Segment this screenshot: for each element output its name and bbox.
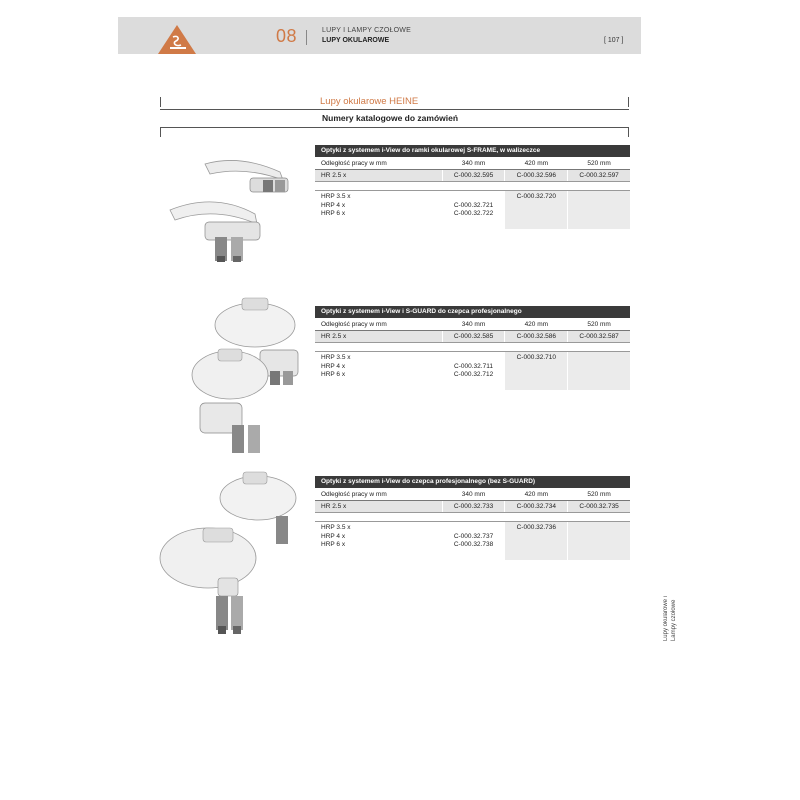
hrp-340 <box>443 191 505 229</box>
hrp-label: HRP 6 x <box>321 371 346 378</box>
distance-420: 420 mm <box>524 491 549 498</box>
hr-340: C-000.32.585 <box>443 331 505 342</box>
hr-420: C-000.32.586 <box>505 331 567 342</box>
hrp-420-value: C-000.32.720 <box>516 193 556 200</box>
hr-label: HR 2.5 x <box>315 331 442 342</box>
distance-label: Odległość pracy w mm <box>321 491 387 498</box>
distance-340: 340 mm <box>461 160 486 167</box>
hrp-labels <box>315 191 442 229</box>
hr-520: C-000.32.597 <box>568 170 630 181</box>
hrp-label: HRP 3.5 x <box>321 354 351 361</box>
chapter-number: 08 <box>276 26 298 46</box>
hrp-520 <box>568 522 630 560</box>
table-title: Optyki z systemem i-View do ramki okularowej S-FRAME, w walizeczce <box>315 145 630 157</box>
table-title: Optyki z systemem i-View do czepca profesjonalnego (bez S-GUARD) <box>315 476 630 488</box>
chapter-divider <box>306 30 307 45</box>
hrp-340-value: C-000.32.738 <box>453 541 494 548</box>
hrp-420 <box>505 522 567 560</box>
side-label-line: Lampy czołowe <box>671 599 677 642</box>
hrp-label: HRP 4 x <box>321 362 346 370</box>
hrp-340-value <box>443 193 505 202</box>
hrp-labels <box>315 522 442 560</box>
section-rule-top <box>160 109 629 110</box>
table-distance-row <box>315 318 630 331</box>
side-section-label <box>662 596 678 641</box>
hrp-labels <box>315 352 442 390</box>
hrp-520 <box>568 352 630 390</box>
hr-520: C-000.32.587 <box>568 331 630 342</box>
hrp-420-value: C-000.32.710 <box>516 354 556 361</box>
section-tick-left <box>160 97 161 107</box>
hrp-340-value: C-000.32.722 <box>453 210 494 217</box>
hrp-label: HRP 3.5 x <box>321 193 351 200</box>
hrp-420 <box>505 352 567 390</box>
table-row-hrp <box>315 351 630 390</box>
section-tick-right-2 <box>628 127 629 137</box>
table-row-hrp <box>315 190 630 229</box>
hr-label: HR 2.5 x <box>315 170 442 181</box>
hrp-label: HRP 6 x <box>321 541 346 548</box>
side-label-line: Lupy okularowe i <box>663 596 669 642</box>
hr-340: C-000.32.595 <box>443 170 505 181</box>
order-table-sguard <box>315 306 630 390</box>
hrp-label: HRP 4 x <box>321 532 346 540</box>
hrp-label: HRP 4 x <box>321 201 346 209</box>
hrp-340-value <box>443 524 505 533</box>
distance-420: 420 mm <box>524 160 549 167</box>
table-row-hrp <box>315 521 630 560</box>
hrp-340 <box>443 522 505 560</box>
loupe-headband-image <box>158 468 300 648</box>
hr-520: C-000.32.735 <box>568 501 630 512</box>
hrp-420-value: C-000.32.736 <box>516 524 556 531</box>
hr-340: C-000.32.733 <box>443 501 505 512</box>
distance-520: 520 mm <box>587 160 611 167</box>
distance-340: 340 mm <box>461 321 486 328</box>
hrp-label: HRP 3.5 x <box>321 524 351 531</box>
page-number: [ 107 ] <box>604 37 624 44</box>
section-rule-bottom <box>160 127 629 128</box>
table-distance-row <box>315 488 630 501</box>
hrp-420 <box>505 191 567 229</box>
hrp-340-value <box>443 354 505 363</box>
distance-420: 420 mm <box>524 321 549 328</box>
hr-420: C-000.32.734 <box>505 501 567 512</box>
order-table-no-sguard <box>315 476 630 560</box>
distance-520: 520 mm <box>587 491 611 498</box>
distance-label: Odległość pracy w mm <box>321 321 387 328</box>
section-tick-left-2 <box>160 127 161 137</box>
distance-520: 520 mm <box>587 321 611 328</box>
loupe-headband-sguard-image <box>190 295 300 465</box>
table-row-hr <box>315 170 630 182</box>
table-row-hr <box>315 331 630 343</box>
hrp-340-value: C-000.32.737 <box>453 532 494 540</box>
hrp-520 <box>568 191 630 229</box>
header-band <box>118 17 641 54</box>
section-title: Lupy okularowe HEINE <box>320 96 419 107</box>
table-title: Optyki z systemem i-View i S-GUARD do czepca profesjonalnego <box>315 306 630 318</box>
chapter-subtitle: LUPY OKULAROWE <box>322 37 390 44</box>
section-subtitle: Numery katalogowe do zamówień <box>322 113 459 123</box>
hrp-340-value: C-000.32.711 <box>454 362 493 370</box>
section-tick-right <box>628 97 629 107</box>
hrp-340 <box>443 352 505 390</box>
table-row-hr <box>315 501 630 513</box>
hrp-340-value: C-000.32.712 <box>453 371 494 378</box>
hr-420: C-000.32.596 <box>505 170 567 181</box>
heine-logo-icon <box>158 25 196 54</box>
table-distance-row <box>315 157 630 170</box>
distance-label: Odległość pracy w mm <box>321 160 387 167</box>
distance-340: 340 mm <box>461 491 486 498</box>
hrp-label: HRP 6 x <box>321 210 346 217</box>
loupe-spectacle-frame-image <box>165 152 300 270</box>
hr-label: HR 2.5 x <box>315 501 442 512</box>
hrp-340-value: C-000.32.721 <box>453 201 494 209</box>
order-table-sframe <box>315 145 630 229</box>
chapter-title: LUPY I LAMPY CZOŁOWE <box>322 27 411 34</box>
